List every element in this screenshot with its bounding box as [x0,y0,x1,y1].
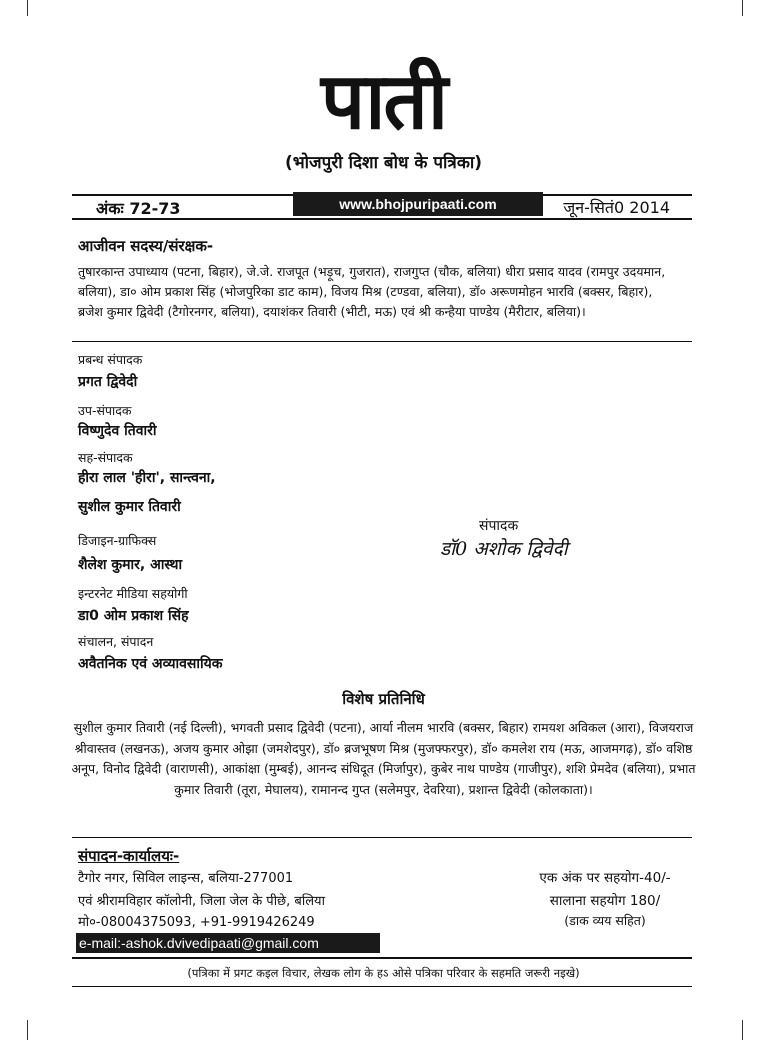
divider [72,957,692,959]
disclaimer: (पत्रिका में प्रगट कइल विचार, लेखक लोग के हऽ ओसे पत्रिका परिवार के सहमति जरूरी नइखे) [187,966,580,980]
sub-editor-name: विष्णुदेव तिवारी [78,423,157,439]
office-heading: संपादन-कार्यालयः- [78,847,180,865]
patrons-heading: आजीवन सदस्य/संरक्षक- [78,237,214,255]
co-editor-name: सुशील कुमार तिवारी [78,499,181,515]
sub-editor-label: उप-संपादक [78,403,132,418]
masthead-logo [0,56,767,147]
internet-media-label: इन्टरनेट मीडिया सहयोगी [78,586,188,601]
special-reps-list: सुशील कुमार तिवारी (नई दिल्ली), भगवती प्रसाद द्विवेदी (पटना), आर्या नीलम भारवि (बक्सर, बिहार) रामयश अविकल (आरा), विजयराज श्रीवास्तव (लखनऊ), अजय कुमार ओझा (जमशेदपुर), डॉ० ब्रजभूषण मिश्र (मुजफ्फरपुर), डॉ० कमलेश राय (मऊ, आजमगढ़), डॉ० वशिष्ठ अनूप, विनोद द्विवेदी (वाराणसी), आकांक्षा (मुम्बई), आनन्द संधिदूत (मिर्जापुर), कुबेर नाथ पाण्डेय (गाजीपुर), शशि प्रेमदेव (बलिया), प्रभात कुमार तिवारी (तूरा, मेघालय), रामानन्द गुप्त (सलेमपुर, देवरिया), प्रशान्त द्विवेदी (कोलकाता)। [71,720,696,797]
operation-label: संचालन, संपादन [78,634,154,649]
editor-name: डॉ0 अशोक द्विवेदी [440,538,568,560]
design-name: शैलेश कुमार, आस्था [78,557,183,573]
masthead-title: पाती [320,56,447,147]
managing-editor-name: प्रगत द्विवेदी [78,374,138,390]
managing-editor-label: प्रबन्ध संपादक [78,352,143,367]
masthead-tagline: (भोजपुरी दिशा बोध के पत्रिका) [284,153,483,173]
crop-mark [742,1020,743,1040]
crop-mark [742,0,743,16]
crop-mark [27,0,28,16]
single-issue-price: एक अंक पर सहयोग-40/- [539,870,671,886]
divider [72,341,692,342]
postage-note: (डाक व्यय सहित) [564,913,646,928]
divider [72,837,692,838]
crop-mark [27,1020,28,1040]
co-editor-name: हीरा लाल 'हीरा', सान्त्वना, [78,470,216,486]
office-email[interactable]: e-mail:-ashok.dvivedipaati@gmail.com [76,933,380,953]
office-phone: मो०-08004375093, +91-9919426249 [78,915,315,930]
issue-date: जून-सितं0 2014 [563,198,670,217]
website-link[interactable]: www.bhojpuripaati.com [293,192,543,216]
issue-bar [72,194,692,220]
internet-media-name: डा0 ओम प्रकाश सिंह [78,608,189,624]
divider [72,986,692,987]
patrons-list: तुषारकान्त उपाध्याय (पटना, बिहार), जे.जे. राजपूत (भड़ूच, गुजरात), राजगुप्त (चौक, बलिया) धीरा प्रसाद यादव (रामपुर उदयमान, बलिया), डा० ओम प्रकाश सिंह (भोजपुरिका डाट काम), विजय मिश्र (टण्डवा, बलिया), डॉ० अरूणमोहन भारवि (बक्सर, बिहार), ब्रजेश कुमार द्विवेदी (टैगोरनगर, बलिया), दयाशंकर तिवारी (भीटी, मऊ) एवं श्री कन्हैया पाण्डेय (मैरीटार, बलिया)। [78,264,666,319]
design-label: डिजाइन-ग्राफिक्स [78,533,157,548]
issue-number: अंकः 72-73 [96,199,181,218]
office-address: टैगोर नगर, सिविल लाइन्स, बलिया-277001 [78,871,294,886]
office-address: एवं श्रीरामविहार कॉलोनी, जिला जेल के पीछे, बलिया [78,894,325,909]
special-reps-heading: विशेष प्रतिनिधि [342,690,425,708]
editor-label: संपादक [479,518,519,534]
operation-name: अवैतनिक एवं अव्यावसायिक [78,656,223,672]
co-editor-label: सह-संपादक [78,450,133,465]
annual-subscription-price: सालाना सहयोग 180/ [549,893,661,909]
